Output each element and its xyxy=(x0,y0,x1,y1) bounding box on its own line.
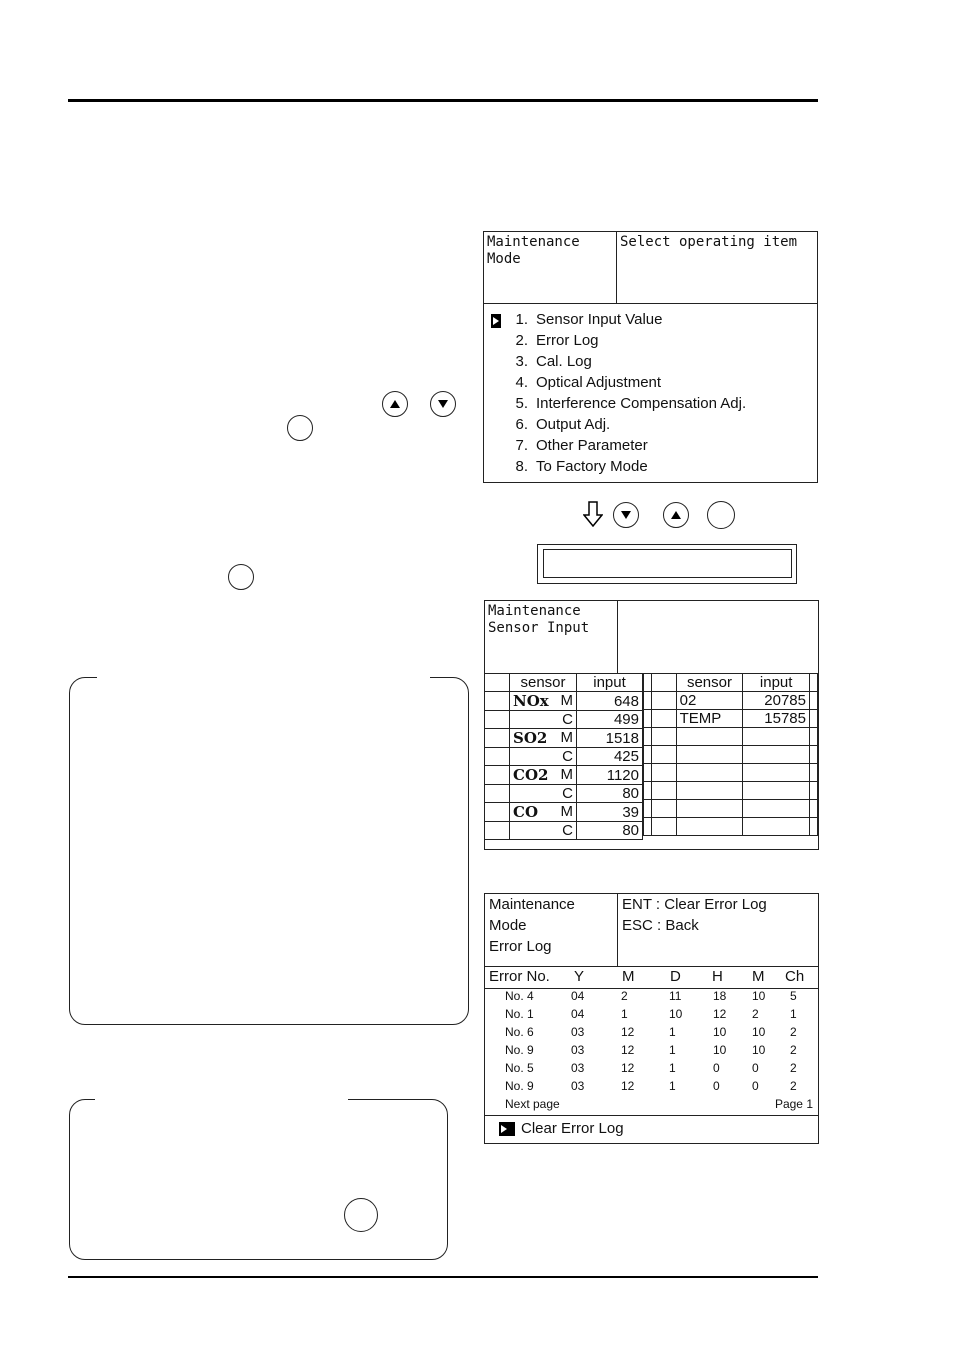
table-row xyxy=(485,989,817,1007)
sensor-gas-name: NOx xyxy=(513,692,549,710)
down-arrow-key-icon xyxy=(430,391,456,417)
sensor-type: C xyxy=(562,785,573,802)
elog-cell: 2 xyxy=(790,1043,797,1057)
sensor-right-index-cell xyxy=(651,728,676,746)
sensor-left-header-sensor: sensor xyxy=(510,674,577,692)
elog-cell: 1 xyxy=(621,1007,628,1021)
maintenance-menu-screen xyxy=(483,231,818,483)
menu-item-number: 7. xyxy=(515,437,528,454)
sensor-type: M xyxy=(560,766,573,783)
sensor-left-index-cell xyxy=(485,674,510,692)
sensor-name xyxy=(676,782,743,800)
sensor-value xyxy=(743,818,810,836)
sensor-right-spacer-cell xyxy=(644,818,652,836)
menu-item-1[interactable] xyxy=(506,311,662,328)
sensor-title-line2: Sensor Input xyxy=(488,620,590,636)
elog-title-line3: Error Log xyxy=(489,938,552,955)
sensor-value: 20785 xyxy=(743,692,810,710)
elog-header-vdivider xyxy=(617,894,618,966)
table-row xyxy=(485,1061,817,1079)
table-row xyxy=(485,1043,817,1061)
sensor-right-spacer-cell xyxy=(644,728,652,746)
elog-cell: 2 xyxy=(790,1079,797,1093)
bottom-rule xyxy=(68,1276,818,1278)
sensor-value: 80 xyxy=(577,785,643,803)
elog-col-month: M xyxy=(622,968,635,985)
elog-cell: 1 xyxy=(669,1079,676,1093)
sensor-right-end-cell xyxy=(810,764,818,782)
menu-item-number: 4. xyxy=(515,374,528,391)
elog-next-page: Next page xyxy=(505,1097,560,1111)
elog-cell: 0 xyxy=(752,1079,759,1093)
menu-item-7[interactable] xyxy=(506,437,648,454)
sensor-right-spacer-cell xyxy=(644,800,652,818)
elog-cell: 0 xyxy=(713,1061,720,1075)
elog-hint-line1: ENT : Clear Error Log xyxy=(622,896,767,913)
elog-col-minute: M xyxy=(752,968,765,985)
sensor-table-left xyxy=(484,673,643,840)
sensor-right-spacer-cell xyxy=(644,782,652,800)
menu-item-2[interactable] xyxy=(506,332,599,349)
menu-item-5[interactable] xyxy=(506,395,746,412)
menu-header-vdivider xyxy=(616,232,617,303)
sensor-right-index-cell xyxy=(651,782,676,800)
elog-cell: 10 xyxy=(713,1043,727,1057)
sensor-left-row xyxy=(485,711,643,729)
sensor-type: C xyxy=(562,822,573,839)
menu-prompt: Select operating item xyxy=(620,234,798,250)
elog-cell: 5 xyxy=(790,989,797,1003)
sensor-left-row xyxy=(485,729,643,748)
sensor-right-row xyxy=(644,818,818,836)
sensor-value: 1120 xyxy=(577,766,643,785)
sensor-gas-name: SO2 xyxy=(513,729,548,747)
menu-item-4[interactable] xyxy=(506,374,661,391)
table-row xyxy=(485,1025,817,1043)
sensor-right-index-cell xyxy=(651,674,676,692)
menu-item-number: 8. xyxy=(515,458,528,475)
sensor-right-spacer-cell xyxy=(644,710,652,728)
sensor-left-index-cell xyxy=(485,766,510,785)
sensor-left-row xyxy=(485,748,643,766)
sensor-value xyxy=(743,782,810,800)
sensor-left-index-cell xyxy=(485,803,510,822)
blank-key-icon xyxy=(344,1198,378,1232)
menu-item-number: 5. xyxy=(515,395,528,412)
top-rule xyxy=(68,99,818,102)
menu-item-number: 3. xyxy=(515,353,528,370)
elog-cell: 2 xyxy=(790,1025,797,1039)
sensor-left-index-cell xyxy=(485,692,510,711)
sensor-gas-cell xyxy=(510,748,577,766)
sensor-gas-cell xyxy=(510,785,577,803)
sensor-gas-cell xyxy=(510,803,577,822)
elog-col-channel: Ch xyxy=(785,968,805,985)
elog-cell: 2 xyxy=(752,1007,759,1021)
elog-col-year: Y xyxy=(574,968,585,985)
elog-title-line1: Maintenance xyxy=(489,896,575,913)
elog-cell: 1 xyxy=(669,1043,676,1057)
sensor-right-spacer-cell xyxy=(644,692,652,710)
sensor-value xyxy=(743,800,810,818)
elog-cell: 12 xyxy=(621,1025,635,1039)
elog-cell: 03 xyxy=(571,1061,585,1075)
elog-cell: 10 xyxy=(713,1025,727,1039)
sensor-gas-name: CO xyxy=(513,803,539,821)
sensor-left-index-cell xyxy=(485,748,510,766)
elog-header-divider xyxy=(485,966,818,967)
blank-key-icon xyxy=(228,564,254,590)
elog-cell: 2 xyxy=(621,989,628,1003)
down-flow-arrow-icon xyxy=(583,501,603,527)
menu-item-number: 1. xyxy=(515,311,528,328)
sensor-gas-cell xyxy=(510,711,577,729)
elog-cell: 04 xyxy=(571,1007,585,1021)
menu-title-line1: Maintenance xyxy=(487,234,580,250)
sensor-name xyxy=(676,764,743,782)
menu-item-label: Optical Adjustment xyxy=(536,374,662,391)
sensor-name: TEMP xyxy=(676,710,743,728)
sensor-right-end-cell xyxy=(810,818,818,836)
sensor-value: 499 xyxy=(577,711,643,729)
elog-cell: 18 xyxy=(713,989,727,1003)
sensor-right-row xyxy=(644,764,818,782)
sensor-name xyxy=(676,728,743,746)
elog-cell: 10 xyxy=(752,1043,766,1057)
menu-item-6[interactable] xyxy=(506,416,610,433)
sensor-right-spacer-cell xyxy=(644,746,652,764)
sensor-right-end-cell xyxy=(810,728,818,746)
elog-cell: 1 xyxy=(669,1025,676,1039)
sensor-gas-name: CO2 xyxy=(513,766,549,784)
sensor-left-row xyxy=(485,822,643,840)
note-box-2 xyxy=(69,1099,448,1260)
sensor-table-right xyxy=(643,673,818,836)
sensor-type: C xyxy=(562,748,573,765)
sensor-right-index-cell xyxy=(651,710,676,728)
error-log-screen xyxy=(484,893,819,1144)
elog-cell: 11 xyxy=(669,989,682,1003)
sensor-left-index-cell xyxy=(485,729,510,748)
sensor-right-row xyxy=(644,710,818,728)
sensor-name xyxy=(676,746,743,764)
elog-cell: No. 6 xyxy=(505,1025,534,1039)
elog-cell: 0 xyxy=(713,1079,720,1093)
elog-cell: 1 xyxy=(669,1061,676,1075)
sensor-right-header-sensor: sensor xyxy=(676,674,743,692)
sensor-left-index-cell xyxy=(485,822,510,840)
sensor-right-end-cell xyxy=(810,710,818,728)
note-box-1 xyxy=(69,677,469,1025)
sensor-left-header-input: input xyxy=(577,674,643,692)
elog-col-hour: H xyxy=(712,968,723,985)
sensor-left-row xyxy=(485,785,643,803)
menu-header-divider xyxy=(484,303,817,304)
sensor-gas-cell xyxy=(510,766,577,785)
sensor-right-index-cell xyxy=(651,746,676,764)
sensor-value: 425 xyxy=(577,748,643,766)
elog-hint-line2: ESC : Back xyxy=(622,917,699,934)
elog-cell: 10 xyxy=(669,1007,683,1021)
table-row xyxy=(485,1007,817,1025)
elog-column-header-row xyxy=(485,968,818,988)
sensor-right-header-input: input xyxy=(743,674,810,692)
elog-cell: 0 xyxy=(752,1061,759,1075)
blank-key-icon xyxy=(287,415,313,441)
sensor-right-row xyxy=(644,692,818,710)
elog-cell: 10 xyxy=(752,1025,766,1039)
menu-item-label: Output Adj. xyxy=(536,416,611,433)
sensor-type: M xyxy=(560,729,573,746)
menu-item-label: Sensor Input Value xyxy=(536,311,663,328)
sensor-input-screen xyxy=(484,600,819,850)
sensor-type: M xyxy=(560,803,573,820)
sensor-left-index-cell xyxy=(485,785,510,803)
elog-cell: 10 xyxy=(752,989,766,1003)
sensor-right-end-cell xyxy=(810,692,818,710)
elog-cell: No. 4 xyxy=(505,989,534,1003)
elog-col-error-no: Error No. xyxy=(489,968,550,985)
sensor-left-row xyxy=(485,692,643,711)
menu-item-label: Cal. Log xyxy=(536,353,592,370)
elog-title-line2: Mode xyxy=(489,917,527,934)
elog-col-day: D xyxy=(670,968,681,985)
sensor-right-row xyxy=(644,728,818,746)
elog-page-number: Page 1 xyxy=(774,1097,813,1111)
sensor-right-index-cell xyxy=(651,692,676,710)
sensor-gas-cell xyxy=(510,729,577,748)
sensor-right-row xyxy=(644,782,818,800)
menu-title-line2: Mode xyxy=(487,251,521,267)
elog-cell: 12 xyxy=(713,1007,727,1021)
sensor-type: M xyxy=(560,692,573,709)
note-box-2-title-gap xyxy=(95,1097,348,1101)
sensor-title-line1: Maintenance xyxy=(488,603,581,619)
message-box-inner xyxy=(543,549,792,578)
sensor-right-index-cell xyxy=(651,818,676,836)
menu-cursor-icon xyxy=(491,314,501,328)
sensor-name: 02 xyxy=(676,692,743,710)
elog-clear-action[interactable]: Clear Error Log xyxy=(521,1120,624,1137)
elog-cell: 03 xyxy=(571,1025,585,1039)
sensor-value: 15785 xyxy=(743,710,810,728)
menu-item-8[interactable] xyxy=(506,458,648,475)
sensor-left-row xyxy=(485,803,643,822)
sensor-right-end-cell xyxy=(810,746,818,764)
sensor-value xyxy=(743,746,810,764)
sensor-type: C xyxy=(562,711,573,728)
note-box-1-title-gap xyxy=(97,675,430,679)
elog-cursor-icon xyxy=(499,1122,515,1136)
sensor-value xyxy=(743,764,810,782)
menu-item-number: 6. xyxy=(515,416,528,433)
elog-cell: No. 5 xyxy=(505,1061,534,1075)
sensor-right-index-cell xyxy=(651,764,676,782)
sensor-value: 80 xyxy=(577,822,643,840)
sensor-left-row xyxy=(485,766,643,785)
sensor-gas-cell xyxy=(510,692,577,711)
up-arrow-key-icon xyxy=(663,502,689,528)
sensor-gas-cell xyxy=(510,822,577,840)
blank-key-icon xyxy=(707,501,735,529)
elog-cell: No. 1 xyxy=(505,1007,534,1021)
sensor-right-row xyxy=(644,800,818,818)
sensor-left-index-cell xyxy=(485,711,510,729)
elog-cell: 03 xyxy=(571,1043,585,1057)
sensor-right-end-cell xyxy=(810,782,818,800)
sensor-name xyxy=(676,818,743,836)
elog-cell: 12 xyxy=(621,1061,635,1075)
elog-cell: 12 xyxy=(621,1043,635,1057)
sensor-value: 648 xyxy=(577,692,643,711)
elog-cell: 1 xyxy=(790,1007,797,1021)
menu-item-label: Other Parameter xyxy=(536,437,648,454)
elog-cell: 12 xyxy=(621,1079,635,1093)
sensor-right-end-cell xyxy=(810,800,818,818)
table-row xyxy=(485,1079,817,1097)
sensor-value xyxy=(743,728,810,746)
sensor-right-spacer-cell xyxy=(644,764,652,782)
elog-rows xyxy=(485,989,818,1099)
elog-cell: No. 9 xyxy=(505,1043,534,1057)
menu-item-3[interactable] xyxy=(506,353,592,370)
sensor-value: 1518 xyxy=(577,729,643,748)
sensor-header-vdivider xyxy=(617,601,618,673)
sensor-right-spacer-cell xyxy=(644,674,652,692)
menu-item-number: 2. xyxy=(515,332,528,349)
sensor-value: 39 xyxy=(577,803,643,822)
sensor-right-end-cell xyxy=(810,674,818,692)
sensor-right-index-cell xyxy=(651,800,676,818)
sensor-right-row xyxy=(644,746,818,764)
elog-cell: 04 xyxy=(571,989,585,1003)
elog-cell: No. 9 xyxy=(505,1079,534,1093)
down-arrow-key-icon xyxy=(613,502,639,528)
elog-cell: 2 xyxy=(790,1061,797,1075)
menu-item-label: To Factory Mode xyxy=(536,458,648,475)
menu-item-label: Error Log xyxy=(536,332,599,349)
sensor-name xyxy=(676,800,743,818)
elog-footer-divider xyxy=(485,1115,818,1116)
menu-item-label: Interference Compensation Adj. xyxy=(536,395,747,412)
up-arrow-key-icon xyxy=(382,391,408,417)
elog-cell: 03 xyxy=(571,1079,585,1093)
